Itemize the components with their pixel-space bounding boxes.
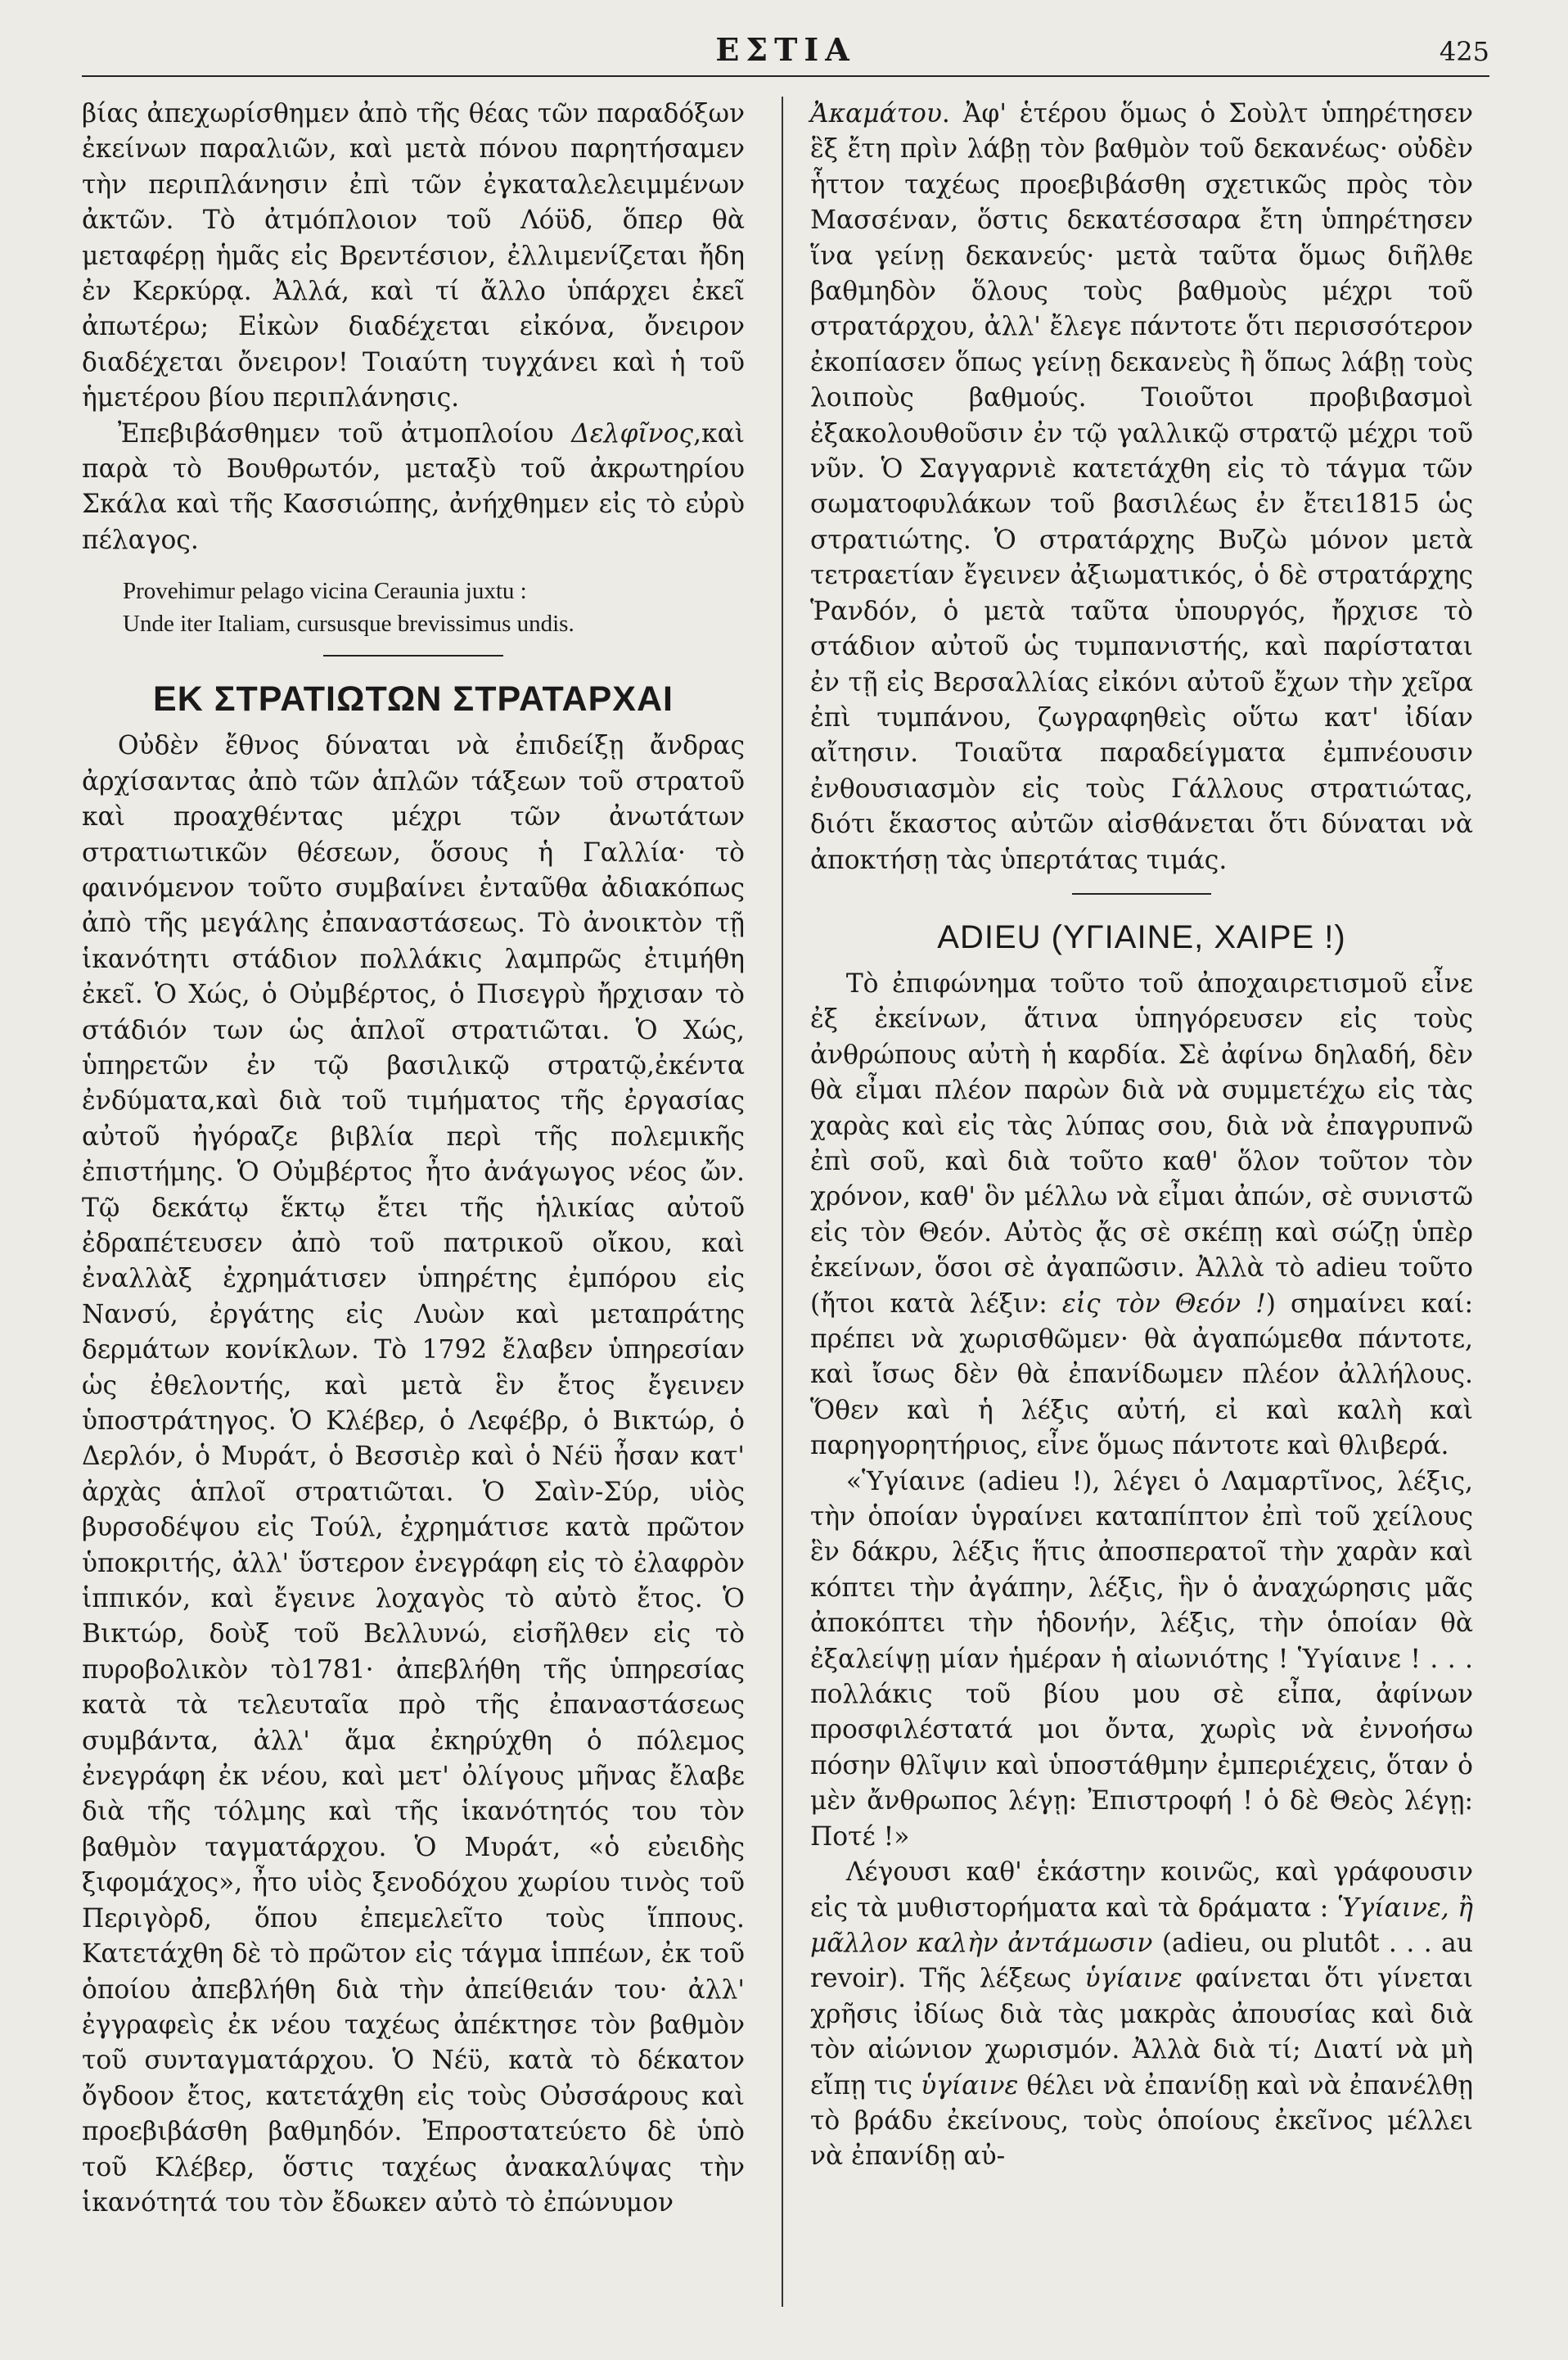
page-title: ΕΣΤΙΑ <box>715 31 856 68</box>
boarding-paragraph <box>82 417 745 559</box>
header-rule <box>82 75 1489 77</box>
adieu-p1-italic: εἰς τὸν Θεόν ! <box>1061 1288 1266 1319</box>
continuation-paragraph <box>810 97 1473 878</box>
adieu-p1-b: ) σημαίνει καί: πρέπει νὰ χωρισθῶμεν· θὰ ἀγαπώμεθα πάντοτε, καὶ ἴσως δὲν θὰ ἐπανίδωμεν πλέον ἀλλήλους. Ὅθεν καὶ ἡ λέξις αὐτή, εἰ καὶ καλὴ καὶ παρηγορητήριος, εἶνε ὅμως πάντοτε καὶ θλιβερά. <box>810 1288 1473 1461</box>
adieu-p3-italic-3: ὑγίαινε <box>921 2070 1019 2101</box>
adieu-paragraph-3 <box>810 1855 1473 2175</box>
boarding-text-a: Ἐπεβιβάσθημεν τοῦ ἀτμοπλοίου <box>117 418 572 449</box>
boarding-text-b: ,καὶ παρὰ τὸ Βουθρωτόν, μεταξὺ τοῦ ἀκρωτηρίου Σκάλα καὶ τῆς Κασσιώπης, ἀνήχθημεν εἰς τὸ εὐρὺ πέλαγος. <box>82 418 745 555</box>
section-heading-marshals: ΕΚ ΣΤΡΑΤΙΩΤΩΝ ΣΤΡΑΤΑΡΧΑΙ <box>153 679 674 720</box>
section-rule <box>323 655 503 657</box>
adieu-p3-c: φαίνεται ὅτι γίνεται χρῆσις ἰδίως διὰ τὰς μακρὰς ἀπουσίας καὶ διὰ τὸν αἰώνιον χωρισμόν. Ἀλλὰ διὰ τί; Διατί νὰ μὴ εἴπῃ τις <box>810 1964 1473 2101</box>
adieu-p3-italic: Ὑγίαινε, ἢ μᾶλλον καλὴν ἀντάμωσιν <box>810 1893 1473 1958</box>
adieu-paragraph-2: «Ὑγίαινε (adieu !), λέγει ὁ Λαμαρτῖνος, λέξις, τὴν ὁποίαν ὑγραίνει καταπίπτον ἐπὶ τοῦ χείλους ἓν δάκρυ, λέξις ἥτις ἀποσπερατοῖ τὴν χαρὰν καὶ κόπτει τὴν ἀγάπην, λέξις, ἣν ὁ ἀναχώρησις μᾶς ἀποκόπτει τὴν ἡδονήν, λέξις, τὴν ὁποίαν θὰ ἐξαλείψῃ μίαν ἡμέραν ἡ αἰωνιότης ! Ὑγίαινε ! . . . πολλάκις τοῦ βίου μου σὲ εἶπα, ἀφίνων προσφιλέστατά μοι ὄντα, χωρὶς νὰ ἐννοήσω πόσην θλῖψιν καὶ ὑποστάθμην ἐμπεριέχεις, ὅταν ὁ μὲν ἄνθρωπος λέγῃ: Ἐπιστροφή ! ὁ δὲ Θεὸς λέγῃ: Ποτέ !» <box>810 1466 1473 1852</box>
adieu-paragraph-1 <box>810 967 1473 1464</box>
intro-paragraph: βίας ἀπεχωρίσθημεν ἀπὸ τῆς θέας τῶν παραδόξων ἐκείνων παραλιῶν, καὶ μετὰ πόνου παρητήσαμεν τὴν περιπλάνησιν ἐπὶ τῶν ἐγκαταλελειμμένων ἀκτῶν. Τὸ ἀτμόπλοιον τοῦ Λόϋδ, ὅπερ θὰ μεταφέρῃ ἡμᾶς εἰς Βρεντέσιον, ἐλλιμενίζεται ἤδη ἐν Κερκύρᾳ. Ἀλλά, καὶ τί ἄλλο ὑπάρχει ἐκεῖ ἀπωτέρω; Εἰκὼν διαδέχεται εἰκόνα, ὄνειρον διαδέχεται ὄνειρον! Τοιαύτη τυγχάνει καὶ ἡ τοῦ ἡμετέρου βίου περιπλάνησις. <box>82 99 745 413</box>
latin-line-2: Unde iter Italiam, cursusque brevissimus undis. <box>123 611 574 638</box>
right-column <box>810 97 1473 2175</box>
section-rule-adieu <box>1072 893 1211 895</box>
adieu-p3-a: Λέγουσι καθ' ἑκάστην κοινῶς, καὶ γράφουσιν εἰς τὰ μυθιστορήματα καὶ τὰ δράματα : <box>810 1857 1473 1923</box>
adieu-p3-b: (adieu, ou plutôt . . . au revoir). Τῆς λέξεως <box>810 1928 1473 1994</box>
adieu-p3-d: θέλει νὰ ἐπανίδῃ καὶ νὰ ἐπανέλθῃ τὸ βράδυ ἐκείνους, τοὺς ὁποίους ἐκεῖνος μέλλει νὰ ἐπανίδῃ αὐ- <box>810 2070 1473 2172</box>
continuation-text: . Ἀφ' ἑτέρου ὅμως ὁ Σοὺλτ ὑπηρέτησεν ἓξ ἔτη πρὶν λάβῃ τὸν βαθμὸν τοῦ δεκανέως· οὐδὲν ἧττον ταχέως προεβιβάσθη σχετικῶς πρὸς τὸν Μασσέναν, ὅστις δεκατέσσαρα ἔτη ὑπηρέτησεν ἵνα γείνῃ δεκανεύς· μετὰ ταῦτα ὅμως διῆλθε βαθμηδὸν ὅλους τοὺς βαθμοὺς μέχρι τοῦ στρατάρχου, ἀλλ' ἔλεγε πάντοτε ὅτι περισσότερον ἐκοπίασεν ὅπως γείνῃ δεκανεὺς ἢ ὅπως λάβῃ τοὺς λοιποὺς βαθμούς. Τοιοῦτοι προβιβασμοὶ ἐξακολουθοῦσιν ἐν τῷ γαλλικῷ στρατῷ μέχρι τοῦ νῦν. Ὁ Σαγγαρνιὲ κατετάχθη εἰς τὸ τάγμα τῶν σωματοφυλάκων τοῦ βασιλέως ἐν ἔτει1815 ὡς στρατιώτης. Ὁ στρατάρχης Βυζὼ μόνον μετὰ τετραετίαν ἔγεινεν ἀξιωματικός, ὁ δὲ στρατάρχης Ῥανδόν, ὁ μετὰ ταῦτα ὑπουργός, ἤρχισε τὸ στάδιον αὐτοῦ ὡς τυμπανιστής, καὶ παρίσταται ἐν τῇ εἰς Βερσαλλίας εἰκόνι αὐτοῦ ἔχων τὴν χεῖρα ἐπὶ τυμπάνου, ζωγραφηθεὶς οὕτω κατ' ἰδίαν αἴτησιν. Τοιαῦτα παραδείγματα ἐμπνέουσιν ἐνθουσιασμὸν εἰς τοὺς Γάλλους στρατιώτας, διότι ἕκαστος αὐτῶν αἰσθάνεται ὅτι δύναται νὰ ἀποκτήσῃ τὰς ὑπερτάτας τιμάς. <box>810 99 1473 875</box>
continuation-ship: Ἀκαμάτου <box>810 99 942 129</box>
latin-quote <box>123 575 745 640</box>
page-number: 425 <box>1439 36 1489 67</box>
adieu-p1-a: Τὸ ἐπιφώνημα τοῦτο τοῦ ἀποχαιρετισμοῦ εἶνε ἐξ ἐκείνων, ἅτινα ὑπηγόρευσεν εἰς τοὺς ἀνθρώπους αὐτὴ ἡ καρδία. Σὲ ἀφίνω δηλαδή, δὲν θὰ εἶμαι πλέον παρὼν διὰ νὰ συμμετέχω εἰς τὰς χαρὰς καὶ εἰς τὰς λύπας σου, διὰ νὰ ἐπαγρυπνῶ ἐπὶ σοῦ, καὶ διὰ τοῦτο καθ' ὅλον τοῦτον τὸν χρόνον, καθ' ὃν μέλλω νὰ εἶμαι ἀπών, σὲ συνιστῶ εἰς τὸν Θεόν. Αὐτὸς ᾄς σὲ σκέπῃ καὶ σώζῃ ὑπὲρ ἐκείνων, ὅσοι σὲ ἀγαπῶσιν. Ἀλλὰ τὸ adieu τοῦτο (ἤτοι κατὰ λέξιν: <box>810 968 1473 1319</box>
section-heading-adieu: ADIEU (ΥΓΙΑΙΝΕ, ΧΑΙΡΕ !) <box>937 918 1346 955</box>
latin-line-1: Provehimur pelago vicina Ceraunia juxtu : <box>123 578 527 605</box>
marshals-paragraph: Οὐδὲν ἔθνος δύναται νὰ ἐπιδείξῃ ἄνδρας ἀρχίσαντας ἀπὸ τῶν ἁπλῶν τάξεων τοῦ στρατοῦ καὶ προαχθέντας μέχρι τῶν ἀνωτάτων στρατιωτικῶν θέσεων, ὅσους ἡ Γαλλία· τὸ φαινόμενον τοῦτο συμβαίνει ἐνταῦθα ἀδιακόπως ἀπὸ τῆς μεγάλης ἐπαναστάσεως. Τὸ ἀνοικτὸν τῇ ἱκανότητι στάδιον πολλάκις λαμπρῶς ἐτιμήθη ἐκεῖ. Ὁ Χώς, ὁ Οὐμβέρτος, ὁ Πισεγρὺ ἤρχισαν τὸ στάδιόν των ὡς ἁπλοῖ στρατιῶται. Ὁ Χώς, ὑπηρετῶν ἐν τῷ βασιλικῷ στρατῷ,ἐκέντα ἐνδύματα,καὶ διὰ τοῦ τιμήματος τῆς ἐργασίας αὐτοῦ ἠγόραζε βιβλία περὶ τῆς πολεμικῆς ἐπιστήμης. Ὁ Οὐμβέρτος ἦτο ἀνάγωγος νέος ὤν. Τῷ δεκάτῳ ἕκτῳ ἔτει τῆς ἡλικίας αὐτοῦ ἐδραπέτευσεν ἀπὸ τοῦ πατρικοῦ οἴκου, καὶ ἐναλλὰξ ἐχρημάτισεν ὑπηρέτης ἐμπόρου εἰς Νανσύ, ἐργάτης εἰς Λυὼν καὶ μεταπράτης δερμάτων κονίκλων. Τὸ 1792 ἔλαβεν ὑπηρεσίαν ὡς ἐθελοντής, καὶ μετὰ ἓν ἔτος ἔγεινεν ὑποστράτηγος. Ὁ Κλέβερ, ὁ Λεφέβρ, ὁ Βικτώρ, ὁ Δερλόν, ὁ Μυράτ, ὁ Βεσσιὲρ καὶ ὁ Νέϋ ἦσαν κατ' ἀρχὰς ἁπλοῖ στρατιῶται. Ὁ Σαὶν-Σύρ, υἱὸς βυρσοδέψου εἰς Τούλ, ἐχρημάτισε κατὰ πρῶτον ὑποκριτής, ἀλλ' ὕστερον ἐνεγράφη εἰς τὸ ἐλαφρὸν ἱππικόν, καὶ ἔγεινε λοχαγὸς τὸ αὐτὸ ἔτος. Ὁ Βικτώρ, δοὺξ τοῦ Βελλυνώ, εἰσῆλθεν εἰς τὸ πυροβολικὸν τὸ1781· ἀπεβλήθη τῆς ὑπηρεσίας κατὰ τὰ τελευταῖα πρὸ τῆς ἐπαναστάσεως συμβάντα, ἀλλ' ἅμα ἐκηρύχθη ὁ πόλεμος ἐνεγράφη ἐκ νέου, καὶ μετ' ὀλίγους μῆνας ἔλαβε διὰ τῆς τόλμης καὶ τῆς ἱκανότητός του τὸν βαθμὸν ταγματάρχου. Ὁ Μυράτ, «ὁ εὐειδὴς ξιφομάχος», ἦτο υἱὸς ξενοδόχου χωρίου τινὸς τοῦ Περιγὸρδ, ὅπου ἐπεμελεῖτο τοὺς ἵππους. Κατετάχθη δὲ τὸ πρῶτον εἰς τάγμα ἱππέων, ἐκ τοῦ ὁποίου ἀπεβλήθη διὰ τὴν ἀπείθειάν του· ἀλλ' ἐγγραφεὶς ἐκ νέου ταχέως ἀπέκτησε τὸν βαθμὸν τοῦ συνταγματάρχου. Ὁ Νέϋ, κατὰ τὸ δέκατον ὄγδοον ἔτος, κατετάχθη εἰς τοὺς Οὐσσάρους καὶ προεβιβάσθη βαθμηδόν. Ἐπροστατεύετο δὲ ὑπὸ τοῦ Κλέβερ, ὅστις ταχέως ἀνακαλύψας τὴν ἱκανότητά του τὸν ἔδωκεν αὐτὸ τὸ ἐπώνυμον <box>82 731 745 2218</box>
left-column <box>82 97 745 2221</box>
ship-name: Δελφῖνος <box>571 418 694 449</box>
adieu-p3-italic-2: ὑγίαινε <box>1084 1964 1183 1994</box>
column-divider <box>782 97 783 2307</box>
masthead <box>82 25 1489 74</box>
